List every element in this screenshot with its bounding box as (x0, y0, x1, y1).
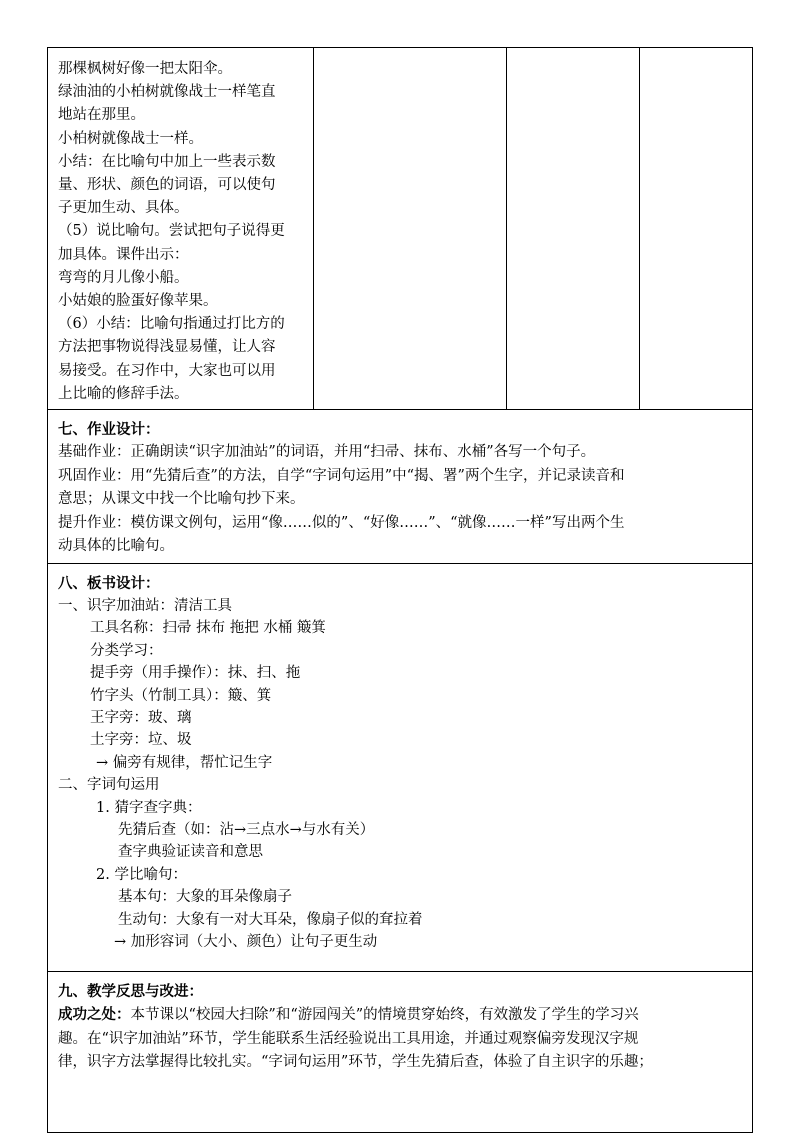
empty-cell (314, 48, 507, 409)
text-line: 工具名称：扫帚 抹布 拖把 水桶 簸箕 (90, 620, 326, 637)
text-line (58, 1003, 742, 1028)
text-line: 竹字头（竹制工具）：簸、箕 (90, 687, 272, 704)
text-line: 王字旁：玻、璃 (90, 710, 192, 727)
text-line: 生动句：大象有一对大耳朵，像扇子似的耷拉着 (118, 911, 423, 928)
text-line: 弯弯的月儿像小船。 (58, 269, 189, 286)
text-line: 动具体的比喻句。 (58, 538, 174, 554)
text-line: 那棵枫树好像一把太阳伞。 (58, 61, 232, 77)
lesson-steps-cell (48, 48, 314, 409)
text-line: 土字旁：垃、圾 (90, 732, 192, 749)
text-line: 绿油油的小柏树就像战士一样笔直 (58, 84, 276, 101)
text-line: 二、字词句运用 (58, 777, 160, 794)
text-line: 地站在那里。 (58, 107, 145, 124)
text-line: 先猜后查（如：沾→三点水→与水有关） (118, 822, 375, 839)
text-span: 本节课以“校园大扫除”和“游园闯关”的情境贯穿始终，有效激发了学生的学习兴 (130, 1007, 639, 1023)
text-line: 小结：在比喻句中加上一些表示数 (58, 153, 276, 170)
text-line: 上比喻的修辞手法。 (58, 385, 189, 402)
text-line: 律，识字方法掌握得比较扎实。“字词句运用”环节，学生先猜后查，体验了自主识字的乐趣； (58, 1054, 653, 1070)
text-line: （6）小结：比喻句指通过打比方的 (58, 316, 285, 333)
lesson-plan-table (47, 47, 753, 1133)
table-row-lesson-steps (48, 48, 752, 410)
text-line: 基本句：大象的耳朵像扇子 (118, 889, 292, 906)
text-line: → 加形容词（大小、颜色）让句子更生动 (114, 934, 378, 951)
text-line: 1. 猜字查字典： (96, 799, 202, 816)
text-line: 基础作业：正确朗读“识字加油站”的词语，并用“扫帚、抹布、水桶”各写一个句子。 (58, 444, 596, 460)
text-line: 方法把事物说得浅显易懂，让人容 (58, 339, 276, 356)
section-heading: 八、板书设计： (58, 575, 160, 592)
text-line: 加具体。课件出示： (58, 246, 189, 263)
text-line: 易接受。在习作中，大家也可以用 (58, 362, 276, 379)
text-line: 一、识字加油站：清洁工具 (58, 598, 232, 614)
empty-cell (640, 48, 752, 409)
homework-section (48, 410, 752, 564)
text-line: 查字典验证读音和意思 (118, 844, 263, 861)
text-line: 子更加生动、具体。 (58, 200, 189, 217)
board-design-section (48, 564, 752, 972)
reflection-section (48, 972, 752, 1132)
section-heading: 七、作业设计： (58, 421, 160, 438)
text-line: 趣。在“识字加油站”环节，学生能联系生活经验说出工具用途，并通过观察偏旁发现汉字规 (58, 1030, 639, 1047)
empty-cell (507, 48, 640, 409)
text-line: → 偏旁有规律，帮忙记生字 (96, 754, 273, 771)
text-line: 2. 学比喻句： (96, 866, 187, 883)
section-heading: 九、教学反思与改进： (58, 983, 203, 1000)
success-label: 成功之处： (58, 1006, 131, 1023)
text-line: 提手旁（用手操作）：抹、扫、拖 (90, 665, 301, 682)
text-line: 意思；从课文中找一个比喻句抄下来。 (58, 491, 305, 507)
text-line: （5）说比喻句。尝试把句子说得更 (58, 223, 285, 240)
text-line: 小姑娘的脸蛋好像苹果。 (58, 293, 218, 310)
text-line: 量、形状、颜色的词语，可以使句 (58, 177, 276, 194)
text-line: 小柏树就像战士一样。 (58, 130, 203, 147)
text-line: 提升作业：模仿课文例句，运用“像……似的”、“好像……”、“就像……一样”写出两个生 (58, 514, 625, 531)
text-line: 巩固作业：用“先猜后查”的方法，自学“字词句运用”中“揭、署”两个生字，并记录读音和 (58, 467, 625, 484)
text-line: 分类学习： (90, 642, 163, 659)
